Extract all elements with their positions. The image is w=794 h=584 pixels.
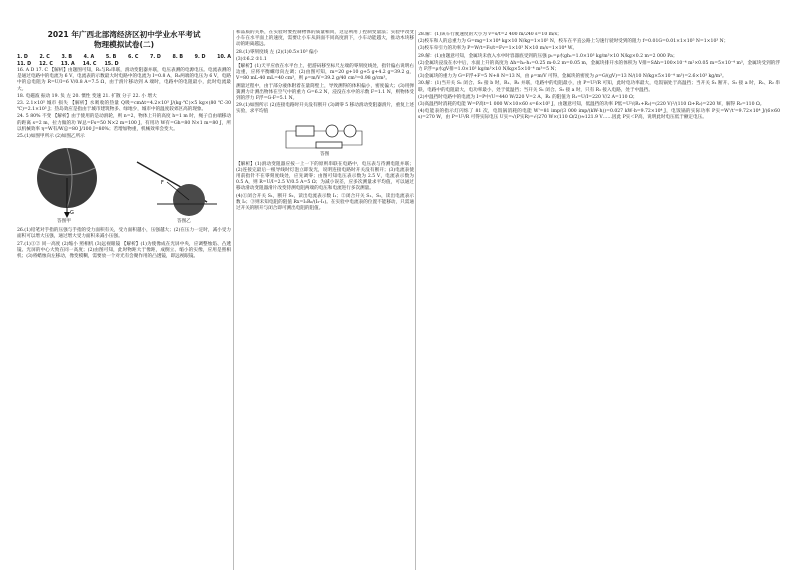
answer-11: 11. D	[17, 62, 32, 67]
answer-column-1	[17, 30, 231, 578]
answer-paragraph: 24. 5 80% 不变 【解析】由于使用的是动滑轮，则 n=2，物体上升的高度 h=1 m 时，绳子自由端移动的距离 s=2 m，拉力做的功 W总=Fs=50 N×2 m=100 J，有用功 W有=Gh=80 N×1 m=80 J，所以机械效率 η=W有/W总=80 J/100 J=80%；若增加物重，机械效率会变大。	[17, 114, 231, 132]
answer-12: 12. C	[39, 62, 53, 67]
answer-15: 15. D	[104, 62, 119, 67]
answer-column-3	[418, 32, 780, 580]
answer-paragraph: 28.解：(1)该车行驶速度的大小为 v=s/t=2 400 m/240 s=10 m/s；	[418, 32, 562, 37]
answer-paragraph: 30.解：(1)当开关 S₁ 闭合、S₂ 接 b 时，R₁、R₂ 并联，电路中的电阻最小，由 P=U²/R 可知，此时电功率最大，电饭锅处于高温挡；当开关 S₁ 断开、S₂ 接 a 时，R₁、R₂ 串联，电路中的电阻最大，电功率最小，处于低温挡；当开关 S₁ 闭合、S₂ 接 a 时，只有 R₁ 接入电路，处于中温挡。	[418, 81, 780, 93]
answer-paragraph: 18. 电磁波 振动 19. 负 左 20. 惯性 变速 21. 扩散 分子 22. 小 增大	[17, 93, 157, 99]
answer-paragraph: 27.(1)①② 同一高度 (2)缩小 照相机 (3)远视眼镜 【解析】(1)为使像成在光屏中央，应调整烛焰、凸透镜、光屏的中心大致在同一高度；(2)由图可知，此时物距大于像距，成倒立、缩小的实像，应用是照相机；(3)将蜡烛向左移动，像变模糊，需要放一个对光有会聚作用的凸透镜，即远视眼镜。	[17, 241, 231, 260]
svg-text:F: F	[161, 180, 164, 187]
answer-paragraph: (4)①闭合开关 S₁，断开 S₂，读出电流表示数 I₁；②闭合开关 S₁、S₂，读出电流表示数 I₂；③则未知电阻的阻值 Rx=I₁R₀/(I₂-I₁)。在实验中电流表的位置不能移动，只需通过开关的断开与闭合即可测出电阻的阻值。	[236, 193, 414, 212]
answer-10: 10. A	[217, 55, 231, 60]
answer-6: 6. C	[128, 55, 139, 60]
figure-label-b: 答图乙	[177, 219, 191, 225]
figure-label-c: 答图	[320, 151, 330, 157]
answer-paragraph: 29.(1)如图所示 (2)连接电路时开关没有断开 (3)调零 5 移动滑动变阻器滑片，重复上述实验，求平均值	[236, 103, 414, 115]
answer-1: 1. D	[17, 55, 28, 60]
answer-4: 4. A	[83, 55, 95, 60]
basketball-diagram	[17, 142, 227, 226]
answer-paragraph: 26.(1)铅笔对手指的压强与手指的受力面积有关，受力面积越小，压强越大；(2)在压力一定时，减小受力面积可以增大压强，通过增大受力面积来减小压强。	[17, 228, 231, 240]
circuit-figure	[236, 118, 414, 160]
answer-8: 8. B	[172, 55, 183, 60]
answer-paragraph: 23. 2.1×10⁵ 城市 损失 【解析】水吸收的热量 Q吸=cmΔt=4.2×10³ J/(kg·℃)×5 kg×(80 ℃-30 ℃)=2.1×10⁵ J；热岛效应是指由于城市建筑物多、绿地少，城市中的温度较郊区高的现象。	[17, 101, 231, 113]
answer-paragraph: (3)金属块的重力为 G=F浮+F=5 N+8 N=13 N，由 ρ=m/V 可得，金属块的密度为 ρ=G/(gV)=13 N/(10 N/kg×5×10⁻⁴ m³)=2.6×10³ kg/m³。	[418, 74, 727, 80]
answer-paragraph: (3)高温挡时消耗的电能 W=P高t=1 000 W×10×60 s=6×10⁵ J，由题意可知，低温挡的功率 P低=U²/(R₁+R₂)=(220 V)²/(110 Ω+R₂)=220 W，解得 R₂=110 Ω。	[418, 102, 765, 108]
answer-paragraph: 【解析】(1)滑动变阻器应按一上一下的原则串联在电路中，电压表与待测电阻并联；(2)连接完最后一根导线时灯泡立即发光，说明连接电路时开关没有断开；(3)电流表使用前指针不在零刻度线处，应先调零；由图可知电压表示数为 2.5 V，电流表示数为 0.5 A，则 R=U/I=2.5 V/0.5 A=5 Ω；为减小误差，应多次测量求平均值，可以通过移动滑动变阻器滑片改变待测电阻两端的电压和电流进行多次测量。	[236, 161, 414, 192]
answer-14: 14. C	[82, 62, 97, 67]
answer-paragraph: (4)电能表的指示灯闪烁了 81 次，电饭锅消耗的电能 W'=81 imp/(3 000 imp/(kW·h))=0.027 kW·h=9.72×10⁴ J，电饭锅的实际功率 P实=W'/t'=9.72×10⁴ J/(6×60 s)=270 W，由 P=U²/R 可得实际电压 U实=√(P实R)=√(270 W×(110 Ω/2))≈121.9 V……因此 P实＜P高，说明此时电压低于额定电压。	[418, 109, 780, 121]
multiple-choice-answers	[17, 54, 231, 61]
answer-paragraph: 29.解：(1)由题意可知，金属块未放入水中时容器底受到的压强 p₁=ρ水gh₁=1.0×10³ kg/m³×10 N/kg×0.2 m=2 000 Pa；	[418, 53, 678, 59]
answer-3: 3. B	[61, 55, 72, 60]
answer-paragraph: 和品质的关系，在实验时要控制物体的质量相同，这是利用了控制变量法；实验中改变小车在水平面上的速度，需要让小车从斜面不同高度滑下，小车动能越大，推动木块移动的距离越远。	[236, 30, 414, 48]
answer-paragraph: 16. A D 17. C 【解析】由题图可知，R₁与R₂串联，滑动变阻器并联，电压表测的电源电压。电流表测的是通过电路中的电流为 6 V，电流表的示数最大时电路中的电流为 I=0.8 A，R₂两端的电压为 6 V，电路中的总电阻为 R=U/I=6 V/0.8 A=7.5 Ω，由于滑片移动到 A 端时，电路中的电阻最小，此时电流最大。	[17, 68, 231, 92]
answer-paragraph: (2)校车和人的总重力为 G=mg=1×10⁴ kg×10 N/kg=1×10⁵ N，校车在平直公路上匀速行驶时受到的阻力 f=0.01G=0.01×1×10⁵ N=1×10³ N；	[418, 39, 729, 45]
answer-figures	[17, 142, 231, 226]
answer-column-2	[236, 30, 414, 578]
answer-paragraph: 【解析】(1)天平应放在水平台上，把游码移至标尺左端的零刻度线处，指针偏右说明右边重，应将平衡螺母向左调；(2)由图可知，m=20 g+10 g+5 g+4.2 g=39.2 g，V=80 mL-40 mL=40 cm³，则 ρ=m/V=39.2 g/40 cm³=0.98 g/cm³。	[236, 64, 414, 82]
multiple-choice-answers-2	[17, 61, 231, 68]
answer-7: 7. D	[150, 55, 161, 60]
answer-paragraph: 测量过程中，由于部分液体附着在量筒壁上，导致测得的体积偏小，密度偏大；(3)用弹簧测力计测出物体在空气中的重力 G=6.2 N，浸没在水中的示数 F=1.1 N，则物体受到的浮力 F浮=G-F=5.1 N。	[236, 83, 414, 102]
answer-5: 5. B	[105, 55, 117, 60]
page-subtitle: 物理模拟试卷(二)	[93, 40, 155, 49]
answer-paragraph: 25.(1)如图甲所示 (2)如图乙所示	[17, 134, 85, 140]
svg-text:G: G	[70, 210, 74, 217]
answer-paragraph: (3)①6.2 ②1.1	[236, 56, 267, 62]
answer-paragraph: (3)校车牵引力的功率为 P=W/t=Fs/t=Fv=1×10³ N×10 m/s=1×10⁴ W。	[418, 46, 578, 52]
answer-2: 2. C	[39, 55, 50, 60]
answer-paragraph: 28.(1)零刻度线 左 (2)(1)0.5×10³ 偏小	[236, 49, 319, 55]
answer-9: 9. D	[194, 55, 206, 60]
page-title: 2021 年广西北部湾经济区初中学业水平考试	[47, 30, 201, 39]
answer-paragraph: (2)金属块浸没在水中后，水面上升的高度为 Δh=h₂-h₁=0.25 m-0.2 m=0.05 m，金属块排开水的体积为 V排=SΔh=100×10⁻⁴ m²×0.05 m=5×10⁻⁴ m³，金属块受到的浮力 F浮=ρ水gV排=1.0×10³ kg/m³×10 N/kg×5×10⁻⁴ m³=5 N；	[418, 60, 780, 73]
answer-paragraph: (2)中温挡时电路中的电流为 I=P中/U=440 W/220 V=2 A，R₁ 的阻值为 R₁=U/I=220 V/2 A=110 Ω；	[418, 94, 638, 100]
answer-13: 13. A	[60, 62, 75, 67]
figure-label-a: 答图甲	[57, 219, 71, 225]
